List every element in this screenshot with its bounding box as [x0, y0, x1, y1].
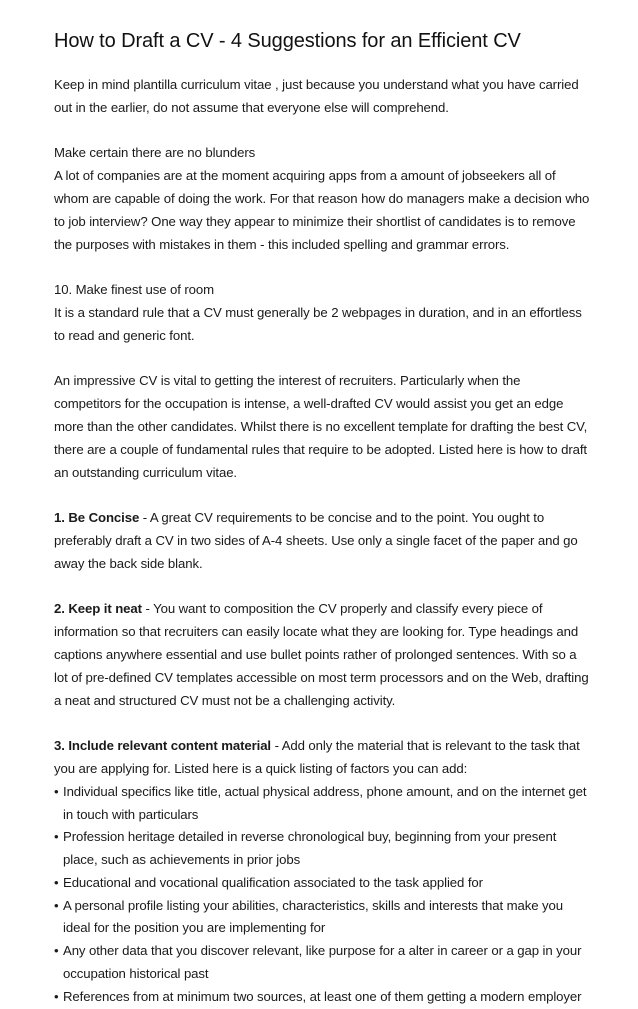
text-line: captions anywhere essential and use bullet points rather of prolonged sentences. With so a: [54, 646, 577, 662]
text-line: to read and generic font.: [54, 327, 195, 343]
text-line: An impressive CV is vital to getting the interest of recruiters. Particularly when the: [54, 373, 521, 389]
tip-text: - A great CV requirements to be concise and to the point. You ought to: [139, 510, 545, 526]
text-line: [54, 507, 594, 530]
room-section: [54, 279, 594, 347]
intro-paragraph: [54, 74, 594, 120]
text-line: Educational and vocational qualification associated to the task applied for: [63, 874, 483, 890]
bullet-icon: •: [54, 897, 59, 913]
tip-text: - Add only the material that is relevant to the task that: [271, 738, 580, 754]
text-line: out in the earlier, do not assume that everyone else will comprehend.: [54, 99, 449, 115]
text-line: It is a standard rule that a CV must generally be 2 webpages in duration, and in an effortless: [54, 304, 582, 320]
text-line: a neat and structured CV must not be a challenging activity.: [54, 692, 396, 708]
text-line: you are applying for. Listed here is a quick listing of factors you can add:: [54, 760, 468, 776]
bullet-icon: •: [54, 829, 59, 845]
tip-text: - You want to composition the CV properly and classify every piece of: [141, 601, 543, 617]
text-line: Individual specifics like title, actual physical address, phone amount, and on the internet get: [63, 783, 587, 799]
text-line: an outstanding curriculum vitae.: [54, 464, 237, 480]
text-line: Keep in mind plantilla curriculum vitae , just because you understand what you have carried: [54, 77, 579, 92]
tip-keep-it-neat: [54, 598, 594, 712]
text-line: away the back side blank.: [54, 555, 203, 571]
text-line: preferably draft a CV in two sides of A-4 sheets. Use only a single facet of the paper and go: [54, 532, 578, 548]
text-line: whom are capable of doing the work. For that reason how do managers make a decision who: [54, 190, 590, 206]
tip-label: 3. Include relevant content material: [54, 738, 271, 754]
list-item: [54, 940, 594, 986]
tip-label: 2. Keep it neat: [54, 601, 142, 617]
text-line: [54, 735, 594, 758]
text-line: ideal for the position you are implementing for: [63, 920, 326, 936]
impressive-paragraph: [54, 370, 594, 484]
bullet-icon: •: [54, 874, 59, 890]
list-item: [54, 895, 594, 941]
blunders-section: [54, 142, 594, 256]
text-line: A lot of companies are at the moment acquiring apps from a amount of jobseekers all of: [54, 168, 556, 184]
tip-label: 1. Be Concise: [54, 510, 140, 526]
list-item: [54, 826, 594, 872]
text-line: there are a couple of fundamental rules that require to be adopted. Listed here is how to draft: [54, 441, 587, 457]
text-line: to job interview? One way they appear to minimize their shortlist of candidates is to remove: [54, 213, 576, 229]
section-heading: Make certain there are no blunders: [54, 145, 256, 161]
bullet-icon: •: [54, 783, 59, 799]
text-line: more than the other candidates. Whilst there is no excellent template for drafting the best CV,: [54, 418, 588, 434]
text-line: References from at minimum two sources, at least one of them getting a modern employer: [63, 988, 582, 1004]
section-heading: 10. Make finest use of room: [54, 282, 215, 298]
list-item: [54, 872, 594, 895]
list-item: [54, 781, 594, 827]
text-line: place, such as achievements in prior jobs: [63, 852, 301, 868]
list-item: [54, 986, 594, 1009]
text-line: information so that recruiters can easily locate what they are looking for. Type headings and: [54, 624, 579, 640]
text-line: occupation historical past: [63, 966, 209, 982]
text-line: competitors for the occupation is intense, a well-drafted CV would assist you get an edge: [54, 396, 564, 412]
text-line: Profession heritage detailed in reverse chronological buy, beginning from your present: [63, 829, 557, 845]
text-line: the purposes with mistakes in them - this included spelling and grammar errors.: [54, 236, 510, 252]
document-page: [54, 28, 594, 1009]
tip-be-concise: [54, 507, 594, 575]
bullet-icon: •: [54, 943, 59, 959]
bullet-icon: •: [54, 988, 59, 1004]
tip-relevant-content: [54, 735, 594, 1009]
text-line: Any other data that you discover relevant, like purpose for a alter in career or a gap in your: [63, 943, 582, 959]
text-line: [54, 598, 594, 621]
bullet-list: [54, 781, 594, 1009]
document-title: How to Draft a CV - 4 Suggestions for an Efficient CV: [54, 30, 521, 52]
text-line: in touch with particulars: [63, 806, 199, 822]
text-line: lot of pre-defined CV templates accessible on most term processors and on the Web, drafting: [54, 669, 589, 685]
tip-intro: [54, 735, 594, 781]
text-line: A personal profile listing your abilities, characteristics, skills and interests that make you: [63, 897, 564, 913]
